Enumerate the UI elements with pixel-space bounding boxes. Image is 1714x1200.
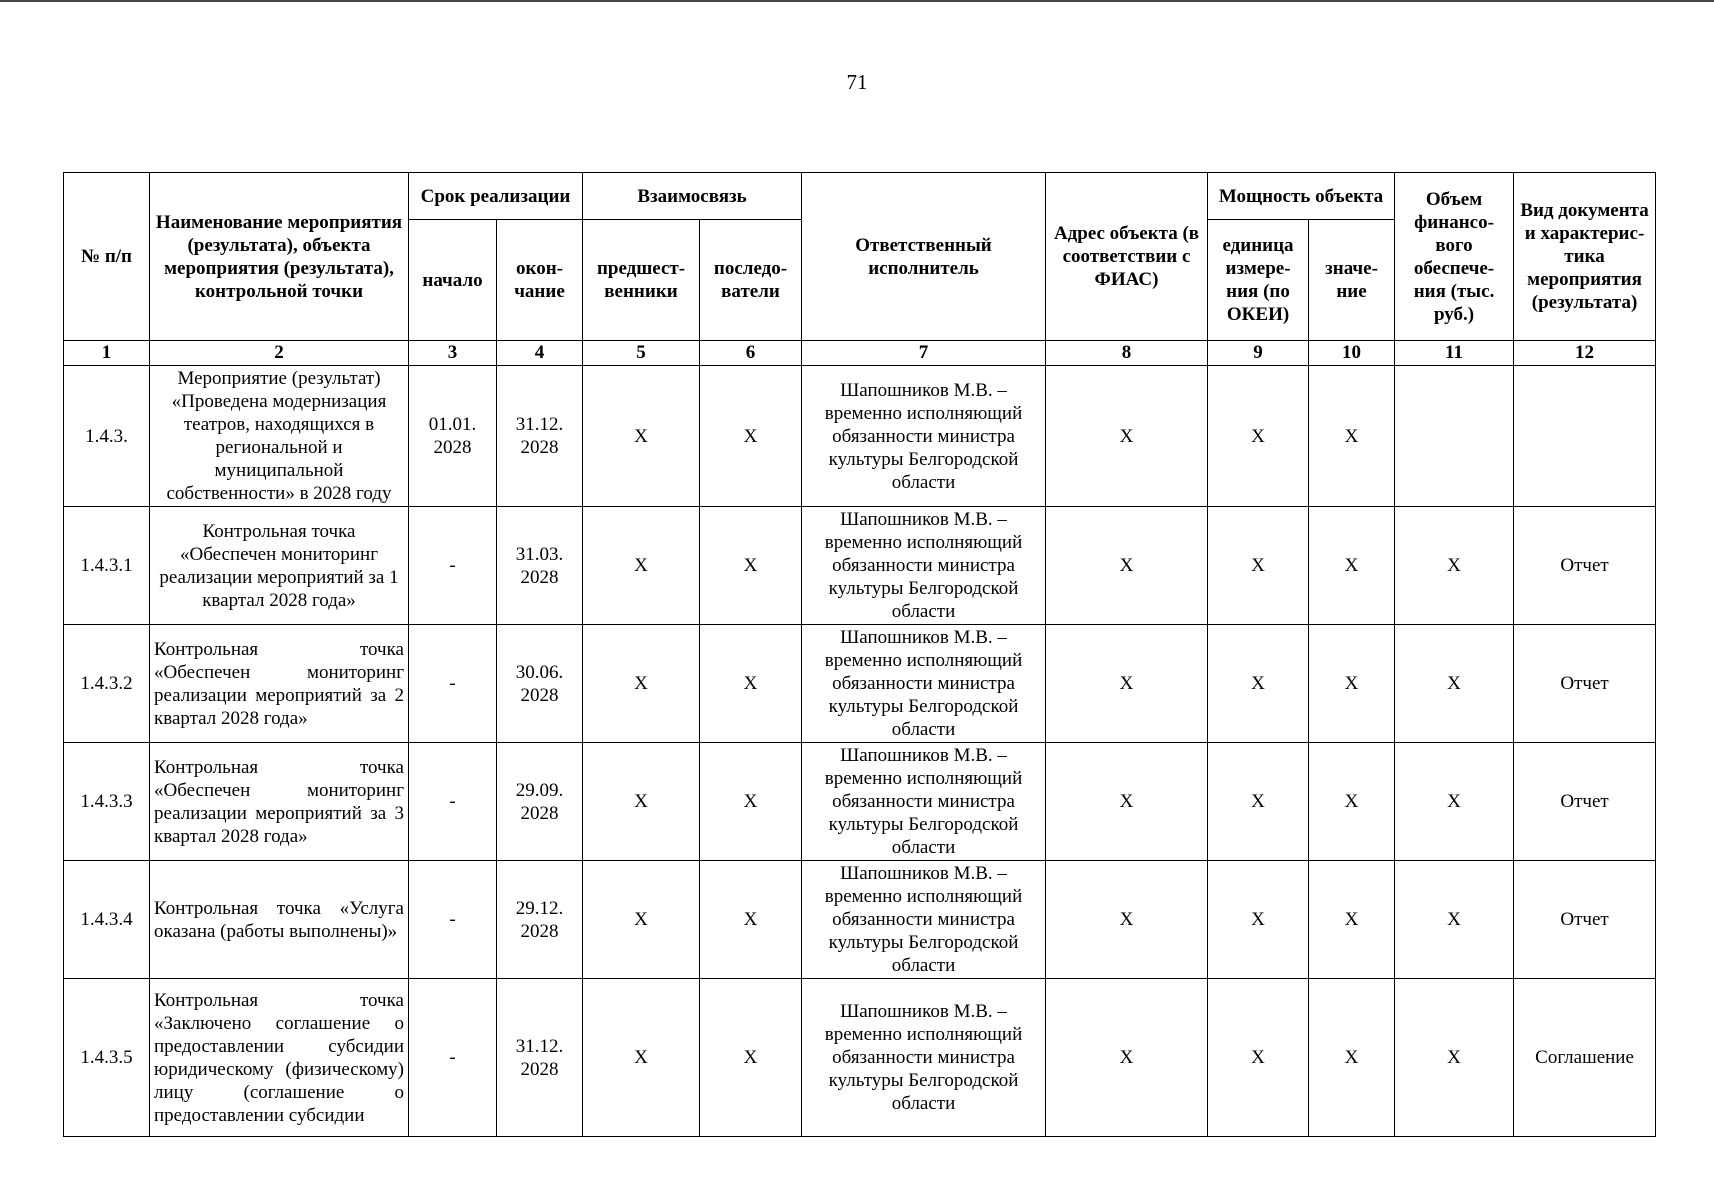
page-top-border [0, 0, 1714, 2]
row-next: X [700, 625, 802, 743]
header-period-end: окон-чание [497, 220, 583, 341]
table-row [64, 743, 1656, 861]
row-address: X [1046, 979, 1208, 1137]
column-number: 5 [583, 341, 700, 366]
column-numbers-row [64, 341, 1656, 366]
row-end: 29.12. 2028 [497, 861, 583, 979]
row-next: X [700, 743, 802, 861]
row-responsible: Шапошников М.В. – временно исполняющий обязанности министра культуры Белгородской области [802, 625, 1046, 743]
column-number: 7 [802, 341, 1046, 366]
header-period-start: начало [409, 220, 497, 341]
row-value: X [1309, 366, 1395, 507]
column-number: 9 [1208, 341, 1309, 366]
row-responsible: Шапошников М.В. – временно исполняющий обязанности министра культуры Белгородской области [802, 979, 1046, 1137]
row-unit: X [1208, 861, 1309, 979]
page-number: 71 [846, 70, 868, 94]
column-number: 6 [700, 341, 802, 366]
row-address: X [1046, 743, 1208, 861]
column-number: 1 [64, 341, 150, 366]
row-start: - [409, 507, 497, 625]
row-value: X [1309, 979, 1395, 1137]
table-row [64, 366, 1656, 507]
row-value: X [1309, 625, 1395, 743]
row-address: X [1046, 625, 1208, 743]
column-number: 8 [1046, 341, 1208, 366]
row-unit: X [1208, 507, 1309, 625]
row-prev: X [583, 366, 700, 507]
row-start: - [409, 861, 497, 979]
row-start: - [409, 979, 497, 1137]
row-start: 01.01. 2028 [409, 366, 497, 507]
row-address: X [1046, 366, 1208, 507]
row-prev: X [583, 743, 700, 861]
row-num: 1.4.3.4 [64, 861, 150, 979]
row-name: Мероприятие (результат) «Проведена модернизация театров, находящихся в региональной и муниципальной собственности» в 2028 году [150, 366, 409, 507]
row-prev: X [583, 979, 700, 1137]
row-end: 31.12. 2028 [497, 366, 583, 507]
header-capacity-unit: единица измере-ния (по ОКЕИ) [1208, 220, 1309, 341]
header-finance: Объем финансо-вого обеспече-ния (тыс. руб.) [1395, 173, 1514, 341]
column-number: 2 [150, 341, 409, 366]
row-prev: X [583, 861, 700, 979]
row-prev: X [583, 507, 700, 625]
header-num: № п/п [64, 173, 150, 341]
row-next: X [700, 507, 802, 625]
row-doc [1514, 366, 1656, 507]
row-next: X [700, 979, 802, 1137]
row-responsible: Шапошников М.В. – временно исполняющий обязанности министра культуры Белгородской области [802, 743, 1046, 861]
row-name: Контрольная точка «Заключено соглашение о предоставлении субсидии юридическому (физическому) лицу (соглашение о предоставлении субсидии [150, 979, 409, 1137]
row-value: X [1309, 743, 1395, 861]
row-doc: Соглашение [1514, 979, 1656, 1137]
row-value: X [1309, 507, 1395, 625]
row-end: 30.06. 2028 [497, 625, 583, 743]
table-row [64, 507, 1656, 625]
row-finance: X [1395, 743, 1514, 861]
column-number: 10 [1309, 341, 1395, 366]
row-name: Контрольная точка «Обеспечен мониторинг реализации мероприятий за 1 квартал 2028 года» [150, 507, 409, 625]
table-row [64, 979, 1656, 1137]
header-name: Наименование мероприятия (результата), объекта мероприятия (результата), контрольной точки [150, 173, 409, 341]
row-name: Контрольная точка «Обеспечен мониторинг реализации мероприятий за 2 квартал 2028 года» [150, 625, 409, 743]
row-next: X [700, 861, 802, 979]
row-responsible: Шапошников М.В. – временно исполняющий обязанности министра культуры Белгородской области [802, 507, 1046, 625]
header-relation: Взаимосвязь [583, 173, 802, 220]
row-end: 31.03. 2028 [497, 507, 583, 625]
header-row-1 [64, 173, 1656, 220]
row-num: 1.4.3.1 [64, 507, 150, 625]
row-end: 29.09. 2028 [497, 743, 583, 861]
row-unit: X [1208, 625, 1309, 743]
header-capacity: Мощность объекта [1208, 173, 1395, 220]
header-period: Срок реализации [409, 173, 583, 220]
row-unit: X [1208, 979, 1309, 1137]
row-start: - [409, 743, 497, 861]
row-finance: X [1395, 861, 1514, 979]
row-unit: X [1208, 743, 1309, 861]
table-row [64, 861, 1656, 979]
row-unit: X [1208, 366, 1309, 507]
row-finance: X [1395, 979, 1514, 1137]
row-address: X [1046, 861, 1208, 979]
column-number: 11 [1395, 341, 1514, 366]
row-num: 1.4.3. [64, 366, 150, 507]
header-relation-prev: предшест-венники [583, 220, 700, 341]
row-value: X [1309, 861, 1395, 979]
row-doc: Отчет [1514, 861, 1656, 979]
row-prev: X [583, 625, 700, 743]
row-num: 1.4.3.2 [64, 625, 150, 743]
column-number: 4 [497, 341, 583, 366]
table-row [64, 625, 1656, 743]
row-doc: Отчет [1514, 743, 1656, 861]
header-relation-next: последо-ватели [700, 220, 802, 341]
row-num: 1.4.3.3 [64, 743, 150, 861]
row-end: 31.12. 2028 [497, 979, 583, 1137]
header-capacity-value: значе-ние [1309, 220, 1395, 341]
row-name: Контрольная точка «Услуга оказана (работы выполнены)» [150, 861, 409, 979]
row-address: X [1046, 507, 1208, 625]
row-num: 1.4.3.5 [64, 979, 150, 1137]
row-finance: X [1395, 625, 1514, 743]
row-finance [1395, 366, 1514, 507]
row-start: - [409, 625, 497, 743]
row-responsible: Шапошников М.В. – временно исполняющий обязанности министра культуры Белгородской области [802, 366, 1046, 507]
row-doc: Отчет [1514, 507, 1656, 625]
header-responsible: Ответственный исполнитель [802, 173, 1046, 341]
header-doc-type: Вид документа и характерис-тика мероприятия (результата) [1514, 173, 1656, 341]
row-next: X [700, 366, 802, 507]
activities-table [63, 172, 1656, 1137]
row-doc: Отчет [1514, 625, 1656, 743]
header-address: Адрес объекта (в соответствии с ФИАС) [1046, 173, 1208, 341]
column-number: 12 [1514, 341, 1656, 366]
row-responsible: Шапошников М.В. – временно исполняющий обязанности министра культуры Белгородской области [802, 861, 1046, 979]
row-finance: X [1395, 507, 1514, 625]
row-name: Контрольная точка «Обеспечен мониторинг реализации мероприятий за 3 квартал 2028 года» [150, 743, 409, 861]
column-number: 3 [409, 341, 497, 366]
